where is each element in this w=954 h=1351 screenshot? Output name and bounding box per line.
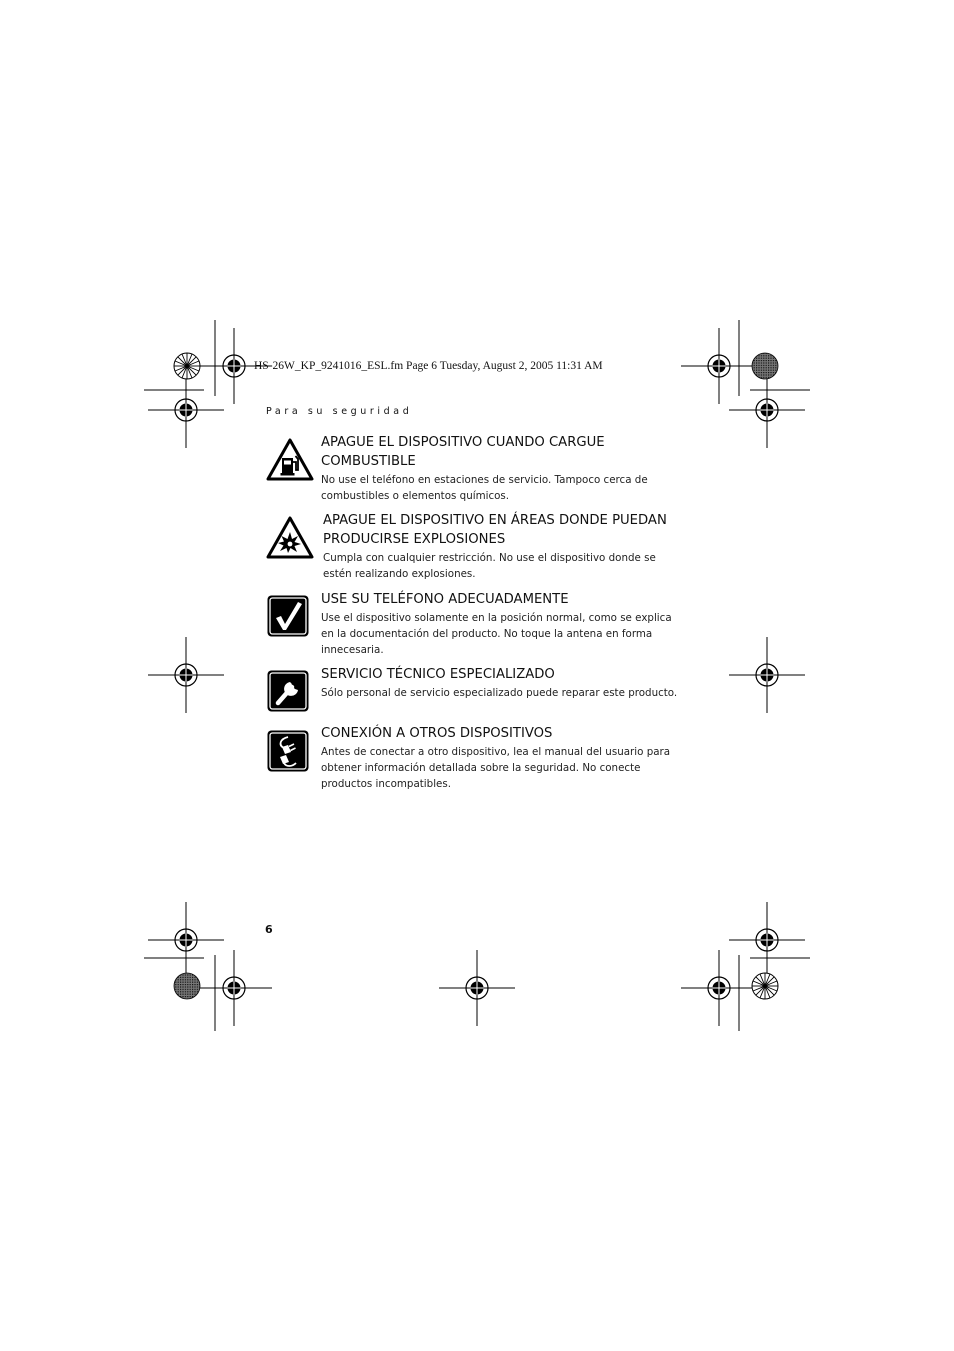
starburst-mark — [752, 973, 778, 999]
file-header: HS-26W_KP_9241016_ESL.fm Page 6 Tuesday, August 2, 2005 11:31 AM — [254, 360, 603, 372]
plug-connection-icon — [266, 729, 310, 773]
checkmark-icon — [266, 594, 310, 638]
running-head: Para su seguridad — [266, 406, 413, 417]
section-title: USE SU TELÉFONO ADECUADAMENTE — [321, 592, 569, 607]
section-body: Antes de conectar a otro dispositivo, lea el manual del usuario para obtener información detallada sobre la seguridad. No conecte productos incompatibles. — [321, 746, 671, 791]
section-title: CONEXIÓN A OTROS DISPOSITIVOS — [321, 726, 553, 741]
starburst-mark — [174, 353, 200, 379]
section-title: APAGUE EL DISPOSITIVO EN ÁREAS DONDE PUEDAN PRODUCIRSE EXPLOSIONES — [323, 513, 667, 547]
section-body: Use el dispositivo solamente en la posición normal, como se explica en la documentación del producto. No toque la antena en forma innecesaria. — [321, 612, 672, 657]
section-title: APAGUE EL DISPOSITIVO CUANDO CARGUE COMBUSTIBLE — [321, 435, 605, 469]
section-body: No use el teléfono en estaciones de servicio. Tampoco cerca de combustibles o elementos químicos. — [321, 474, 648, 503]
fuel-pump-warning-icon — [266, 438, 314, 482]
wrench-icon — [266, 669, 310, 713]
section-title: SERVICIO TÉCNICO ESPECIALIZADO — [321, 667, 555, 682]
page-number: 6 — [265, 923, 273, 936]
section-body: Cumpla con cualquier restricción. No use el dispositivo donde se estén realizando explosiones. — [323, 552, 656, 581]
explosion-warning-icon — [266, 516, 314, 560]
section-body: Sólo personal de servicio especializado puede reparar este producto. — [321, 687, 678, 699]
